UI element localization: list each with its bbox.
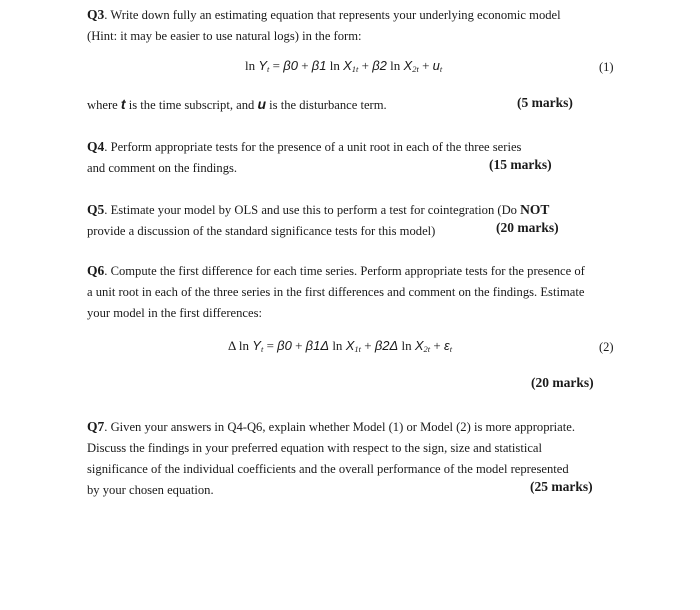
equation-2: Δ $\ln Y_t = \beta 0 + \beta 1\Delta$ $\ln X_{1t} + \beta 2\Delta$ $\ln X_{2t} + \varepsilon_t$ — [228, 338, 453, 354]
question-6: Q6. Compute the first difference for each time series. Perform appropriate tests for the presence of a unit root in each of the three series in the first differences and comment on the findings. Estimate your model in the first differences: — [87, 263, 585, 320]
equation-2-number: (2) — [599, 340, 614, 354]
q3-line-1: Q3. Write down fully an estimating equation that represents your underlying economic model — [87, 7, 561, 22]
q4-number: Q4 — [87, 139, 105, 154]
q3-where-line: where t is the time subscript, and u is the disturbance term. — [87, 96, 387, 112]
question-5: Q5. Estimate your model by OLS and use this to perform a test for cointegration (Do NOT provide a discussion of the standard significance tests for this model) — [87, 202, 550, 238]
question-7: Q7. Given your answers in Q4-Q6, explain whether Model (1) or Model (2) is more appropriate. Discuss the findings in your preferred equation with respect to the sign, size and statistical significance of the individual coefficients and the overall performance of the model represented by your chosen equation. — [87, 419, 576, 497]
q7-number: Q7 — [87, 419, 105, 434]
q6-number: Q6 — [87, 263, 105, 278]
q7-marks: (25 marks) — [530, 479, 593, 494]
q3-line-2: (Hint: it may be easier to use natural logs) in the form: — [87, 29, 362, 43]
equation-1: $\ln Y_t = \beta 0 + \beta 1$ $\ln X_{1t} + \beta 2$ $\ln X_{2t} + u_t$ — [245, 58, 443, 74]
q6-marks: (20 marks) — [531, 375, 594, 390]
q3-marks: (5 marks) — [517, 95, 573, 110]
q4-marks: (15 marks) — [489, 157, 552, 172]
q5-marks: (20 marks) — [496, 220, 559, 235]
q5-number: Q5 — [87, 202, 105, 217]
equation-1-number: (1) — [599, 60, 614, 74]
question-4: Q4. Perform appropriate tests for the presence of a unit root in each of the three series and comment on the findings. — [87, 139, 522, 175]
question-3 — [87, 4, 617, 47]
q3-number: Q3 — [87, 7, 105, 22]
